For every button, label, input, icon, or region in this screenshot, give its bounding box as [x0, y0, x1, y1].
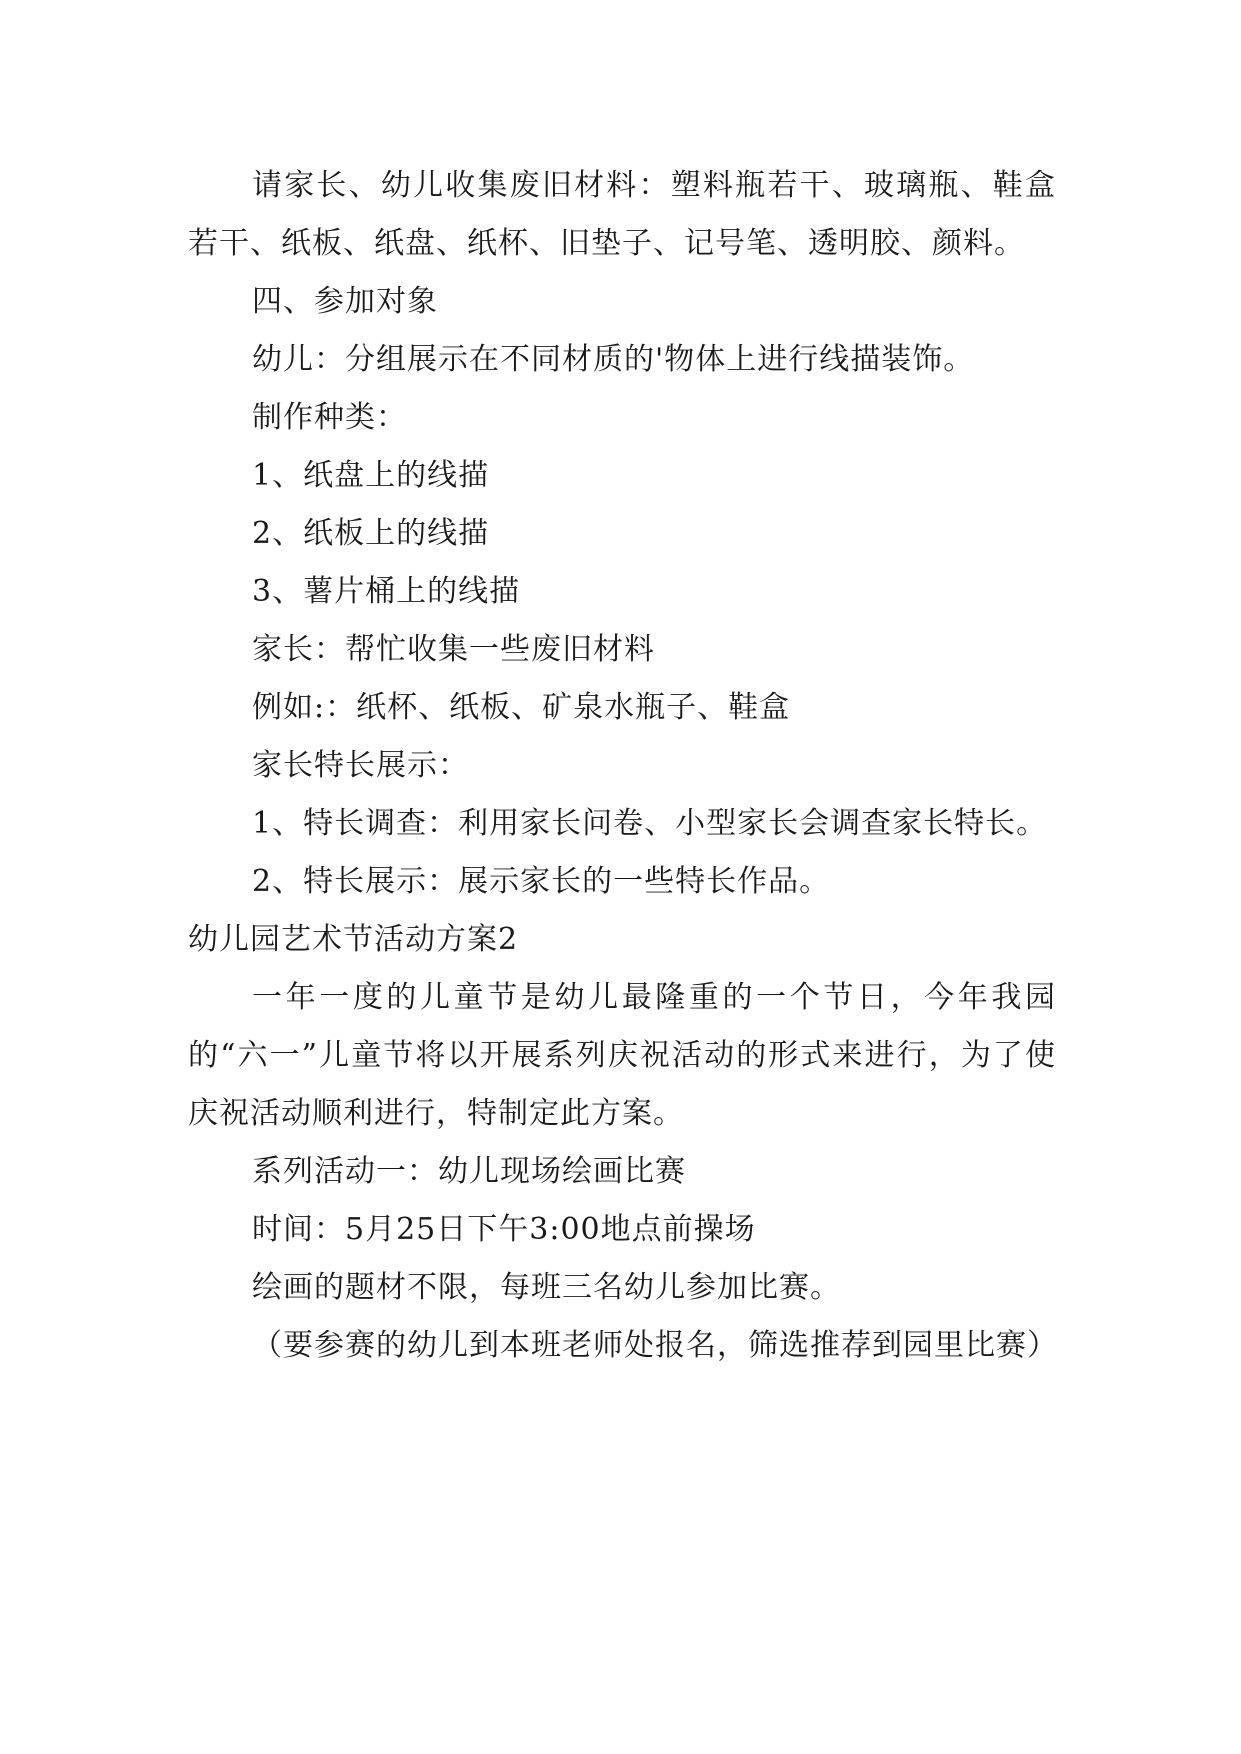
list-item-talent-show: 2、特长展示：展示家长的一些特长作品。: [252, 864, 831, 899]
list-item-chip-tube: 3、薯片桶上的线描: [252, 574, 521, 609]
paragraph-registration: （要参赛的幼儿到本班老师处报名，筛选推荐到园里比赛）: [252, 1328, 1058, 1363]
paragraph-time-place: 时间：5月25日下午3:00地点前操场: [252, 1212, 756, 1247]
document-body: [188, 157, 1056, 1375]
paragraph-intro: 一年一度的儿童节是幼儿最隆重的一个节日，今年我园的“六一”儿童节将以开展系列庆祝活动的形式来进行，为了使庆祝活动顺利进行，特制定此方案。: [188, 980, 1056, 1131]
list-item-cardboard: 2、纸板上的线描: [252, 516, 490, 551]
list-item-talent-survey: 1、特长调查：利用家长问卷、小型家长会调查家长特长。: [252, 806, 1048, 841]
paragraph-activity-one: 系列活动一：幼儿现场绘画比赛: [252, 1154, 686, 1189]
list-item-paper-plate: 1、纸盘上的线描: [252, 458, 490, 493]
paragraph-materials: 请家长、幼儿收集废旧材料：塑料瓶若干、玻璃瓶、鞋盒若干、纸板、纸盘、纸杯、旧垫子、记号笔、透明胶、颜料。: [188, 168, 1056, 261]
section-title: 幼儿园艺术节活动方案2: [188, 922, 519, 957]
paragraph-types-heading: 制作种类：: [252, 400, 407, 435]
paragraph-participants-heading: 四、参加对象: [252, 284, 438, 319]
paragraph-drawing-rules: 绘画的题材不限，每班三名幼儿参加比赛。: [252, 1270, 841, 1305]
paragraph-children: 幼儿：分组展示在不同材质的'物体上进行线描装饰。: [252, 342, 975, 377]
paragraph-parents: 家长：帮忙收集一些废旧材料: [252, 632, 655, 667]
paragraph-talent-heading: 家长特长展示：: [252, 748, 469, 783]
paragraph-examples: 例如:：纸杯、纸板、矿泉水瓶子、鞋盒: [252, 690, 791, 725]
